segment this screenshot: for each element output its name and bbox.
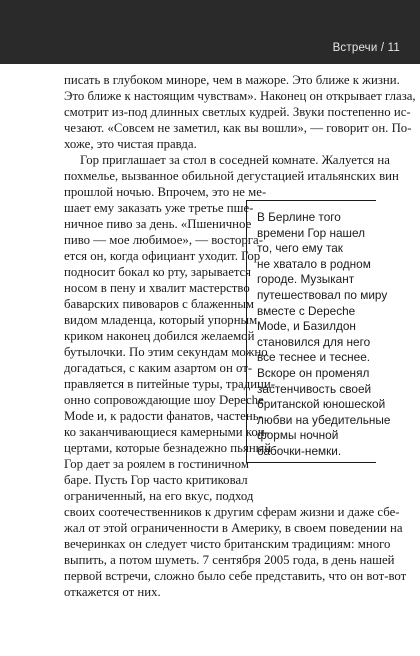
text-line: Mode и, к радости фанатов, частень-	[64, 409, 263, 423]
sidebar-line: все теснее и теснее.	[257, 350, 371, 365]
text-line: правляется в питейные туры, традици-	[64, 377, 276, 391]
text-line: ко заканчивающиеся камерными кон-	[64, 425, 269, 439]
sidebar-line: становился для него	[257, 334, 371, 349]
text-line: писать в глубоком миноре, чем в мажоре. Это ближе к жизни.	[64, 73, 400, 87]
text-line: своих соотечественников к другим сферам жизни и даже сбе-	[64, 505, 400, 519]
sidebar-line: любви на убедительные	[257, 412, 391, 427]
text-line: шает ему заказать уже третье пше-	[64, 201, 254, 215]
text-line: выпить, а потом шуметь. 7 сентября 2005 года, в день нашей	[64, 553, 395, 567]
text-line: похмелье, вызванное обильной дегустацией итальянских вин	[64, 169, 399, 183]
text-line: вечеринках он следует чисто британским традициям: много	[64, 537, 391, 551]
text-line: бутылочки. По этим секундам можно	[64, 345, 268, 359]
text-line: баварских пивоваров с блаженным	[64, 297, 255, 311]
sidebar-line: Вскоре он променял	[257, 365, 370, 380]
running-head: Встречи / 11	[332, 42, 400, 54]
text-line: ничное пиво за день. «Пшеничное	[64, 217, 252, 231]
text-line: хоже, это чистая правда.	[64, 137, 197, 151]
text-line: Это ближе к настоящим чувствам». Наконец он открывает глаза,	[64, 89, 416, 103]
sidebar-line: не хватало в родном	[257, 256, 371, 271]
sidebar-bottom-rule	[246, 462, 376, 463]
text-line: Гор приглашает за стол в соседней комнате. Жалуется на	[80, 153, 390, 167]
text-line: видом младенца, который упорным	[64, 313, 258, 327]
text-line: первой встречи, сложно было себе представить, что он вот-вот	[64, 569, 407, 583]
text-line: носом в пену и хвалит мастерство	[64, 281, 250, 295]
sidebar-line: формы ночной	[257, 428, 339, 443]
text-line: цертами, которые безнадежно пьяный	[64, 441, 272, 455]
text-line: жал от этой ограниченности в Америку, в своем поведении на	[64, 521, 403, 535]
text-line: прошлой ночью. Впрочем, это не ме-	[64, 185, 267, 199]
header-band	[0, 0, 420, 64]
sidebar-line: Mode, и Базилдон	[257, 319, 356, 334]
sidebar-quote	[246, 200, 391, 462]
sidebar-line: городе. Музыкант	[257, 272, 355, 287]
sidebar-line: путешествовал по миру	[257, 287, 388, 302]
sidebar-line: вместе с Depeche	[257, 303, 356, 318]
text-line: догадаться, с каким азартом он от-	[64, 361, 253, 375]
paragraph-1	[64, 72, 416, 152]
text-line: ется он, когда официант уходит. Гор	[64, 249, 261, 263]
text-line: криком наконец добился желаемой	[64, 329, 255, 343]
text-line: пиво — мое любимое», — восторга-	[64, 233, 263, 247]
sidebar-line: времени Гор нашел	[257, 225, 366, 240]
text-line: онно сопровождающие шоу Depeche	[64, 393, 264, 407]
text-line: подносит бокал ко рту, зарываетcя	[64, 265, 252, 279]
sidebar-line: В Берлине того	[257, 210, 341, 224]
text-line: чезают. «Совсем не заметил, как вы вошли», — говорит он. По-	[64, 121, 412, 135]
sidebar-line: застенчивость своей	[257, 381, 372, 396]
text-line: ограниченный, на его вкус, подход	[64, 489, 254, 503]
text-line: смотрит из-под длинных светлых кудрей. Звуки постепенно ис-	[64, 105, 411, 119]
text-line: баре. Пусть Гор часто критиковал	[64, 473, 248, 487]
sidebar-line: то, чего ему так	[257, 241, 343, 256]
sidebar-line: британской юношеской	[257, 397, 386, 412]
text-line: откажется от них.	[64, 585, 161, 599]
text-line: Гор дает за роялем в гостиничном	[64, 457, 249, 471]
sidebar-line: бабочки-немки.	[257, 443, 342, 458]
